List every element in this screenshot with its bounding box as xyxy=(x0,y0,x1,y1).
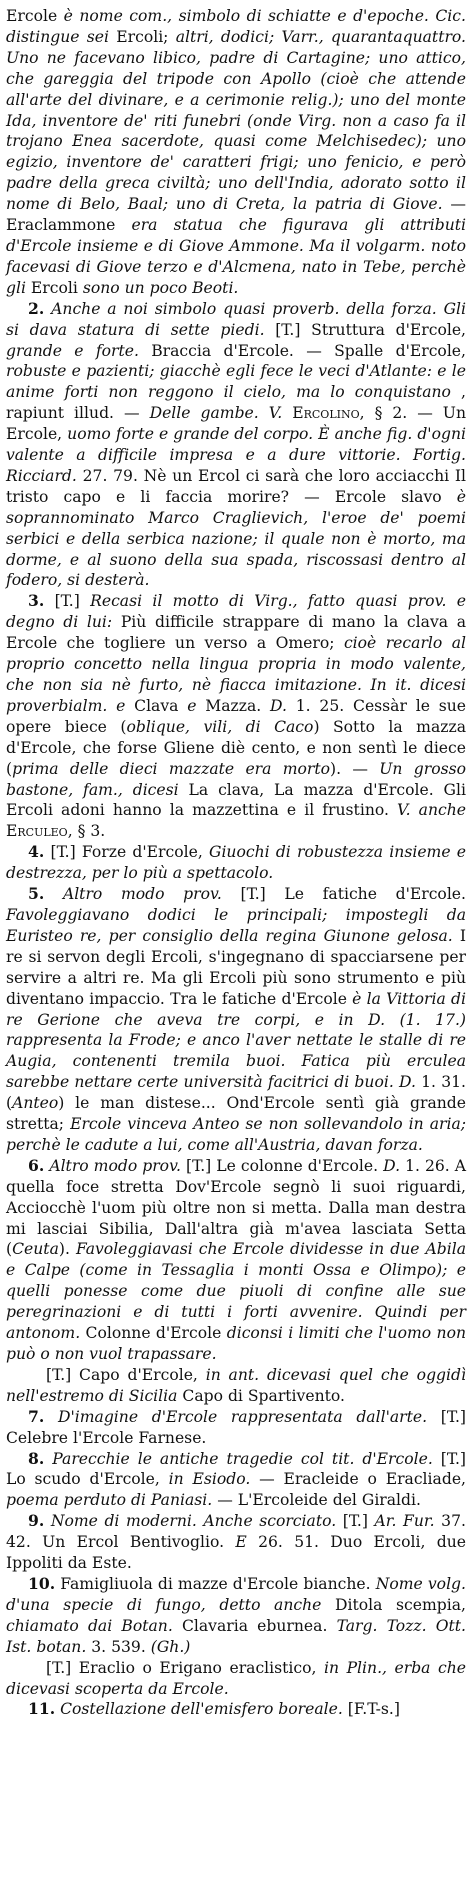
entry-paragraph-6: 6. Altro modo prov. [T.] Le colonne d'Ercole. D. 1. 26. A quella foce stretta Dov'Ercole segnò li suoi riguardi, Acciocchè l'uom più oltre non si metta. Dalla man destra mi lasciai Sibilia, Dall'altra già m'avea lasciata Setta (Ceuta). Favoleggiavasi che Ercole dividesse in due Abila e Calpe (come in Tessaglia i monti Ossa e Olimpo); e quelli ponesse come due piuoli di confine alle sue peregrinazioni e di tutti i forti avvenire. Quindi per antonom. Colonne d'Ercole diconsi i limiti che l'uomo non può o non vuol trapassare. xyxy=(6,1155,467,1363)
entry-paragraph-12: [T.] Eraclio o Erigano eraclistico, in Plin., erba che dicevasi scoperta da Ercole. xyxy=(6,1658,466,1698)
entry-paragraph-10: 9. Nome di moderni. Anche scorciato. [T.] Ar. Fur. 37. 42. Un Ercol Bentivoglio. E 26. 51. Duo Ercoli, due Ippoliti da Este. xyxy=(6,1511,467,1573)
entry-paragraph-11: 10. Famigliuola di mazze d'Ercole bianche. Nome volg. d'una specie di fungo, detto anche Ditola scempia, chiamato dai Botan. Clavaria eburnea. Targ. Tozz. Ott. Ist. botan. 3. 539. (Gh.) xyxy=(6,1573,466,1656)
entry-paragraph-1: Ercole è nome com., simbolo di schiatte e d'epoche. Cic. distingue sei Ercoli; altri, dodici; Varr., quarantaquattro. Uno ne facevano libico, padre di Cartagine; uno attico, che gareggia del tripode con Apollo (cioè che attende all'arte del divinare, e a cerimonie relig.); uno del monte Ida, inventore de' riti funebri (onde Virg. non a caso fa il trojano Enea sacerdote, quasi come Melchisedec); uno egizio, inventore de' caratteri frigi; uno fenicio, e però padre della greca civiltà; uno dell'India, adorato sotto il nome di Belo, Baal; uno di Creta, la patria di Giove. — Eraclammone era statua che figurava gli attributi d'Ercole insieme e di Giove Ammone. Ma il volgarm. noto facevasi di Giove terzo e d'Alcmena, nato in Tebe, perchè gli Ercoli sono un poco Beoti. xyxy=(6,7,466,297)
entry-paragraph-9: 8. Parecchie le antiche tragedie col tit. d'Ercole. [T.] Lo scudo d'Ercole, in Esiodo. — Eracleide o Eracliade, poema perduto di Paniasi. — L'Ercoleide del Giraldi. xyxy=(6,1448,466,1510)
entry-paragraph-4: 4. [T.] Forze d'Ercole, Giuochi di robustezza insieme e destrezza, per lo più a spettacolo. xyxy=(6,842,466,883)
entry-paragraph-2: 2. Anche a noi simbolo quasi proverb. della forza. Gli si dava statura di sette piedi. [T.] Struttura d'Ercole, grande e forte. Braccia d'Ercole. — Spalle d'Ercole, robuste e pazienti; giacchè egli fece le veci d'Atlante: e le anime forti non reggono il cielo, ma lo conquistano , rapiunt illud. — Delle gambe. V. Ercolino, § 2. — Un Ercole, uomo forte e grande del corpo. È anche fig. d'ogni valente a difficile impresa e a dure vittorie. Fortig. Ricciard. 27. 79. Nè un Ercol ci sarà che loro acciacchi Il tristo capo e li faccia morire? — Ercole slavo è soprannominato Marco Craglievich, l'eroe de' poemi serbici e della serbica nazione; il quale non è morto, ma dorme, e al suono della sua spada, riscossasi dentro al fodero, si desterà. xyxy=(6,298,467,590)
entry-paragraph-7: [T.] Capo d'Ercole, in ant. dicevasi quel che oggidì nell'estremo di Sicilia Capo di Spartivento. xyxy=(6,1365,466,1405)
entry-paragraph-5: 5. Altro modo prov. [T.] Le fatiche d'Ercole. Favoleggiavano dodici le principali; impostegli da Euristeo re, per consiglio della regina Giunone gelosa. I re si servon degli Ercoli, s'ingegnano di spacciarsene per servire a altri re. Ma gli Ercoli più sono strumento e più diventano impaccio. Tra le fatiche d'Ercole è la Vittoria di re Gerione che aveva tre corpi, e in D. (1. 17.) rappresenta la Frode; e anco l'aver nettate le stalle di re Augia, contenenti tremila buoi. Fatica più erculea sarebbe nettare certe università facitrici di buoi. D. 1. 31. (Anteo) le man distese... Ond'Ercole sentì già grande stretta; Ercole vinceva Anteo se non sollevandolo in aria; perchè le cadute a lui, come all'Austria, davan forza. xyxy=(6,884,467,1154)
entry-paragraph-13: 11. Costellazione dell'emisfero boreale. [F.T-s.] xyxy=(28,1699,400,1719)
entry-paragraph-8: 7. D'imagine d'Ercole rappresentata dall'arte. [T.] Celebre l'Ercole Farnese. xyxy=(6,1406,466,1447)
entry-paragraph-3: 3. [T.] Recasi il motto di Virg., fatto quasi prov. e degno di lui: Più difficile strappare di mano la clava a Ercole che togliere un verso a Omero; cioè recarlo al proprio concetto nella lingua propria in modo valente, che non sia nè furto, nè fiacca imitazione. In it. dicesi proverbialm. e Clava e Mazza. D. 1. 25. Cessàr le sue opere biece (oblique, vili, di Caco) Sotto la mazza d'Ercole, che forse Gliene diè cento, e non sentì le diece (prima delle dieci mazzate era morto). — Un grosso bastone, fam., dicesi La clava, La mazza d'Ercole. Gli Ercoli adoni hanno la mazzettina e il frustino. V. anche Erculeo, § 3. xyxy=(6,591,466,841)
dictionary-entry-ercole xyxy=(6,6,466,1720)
